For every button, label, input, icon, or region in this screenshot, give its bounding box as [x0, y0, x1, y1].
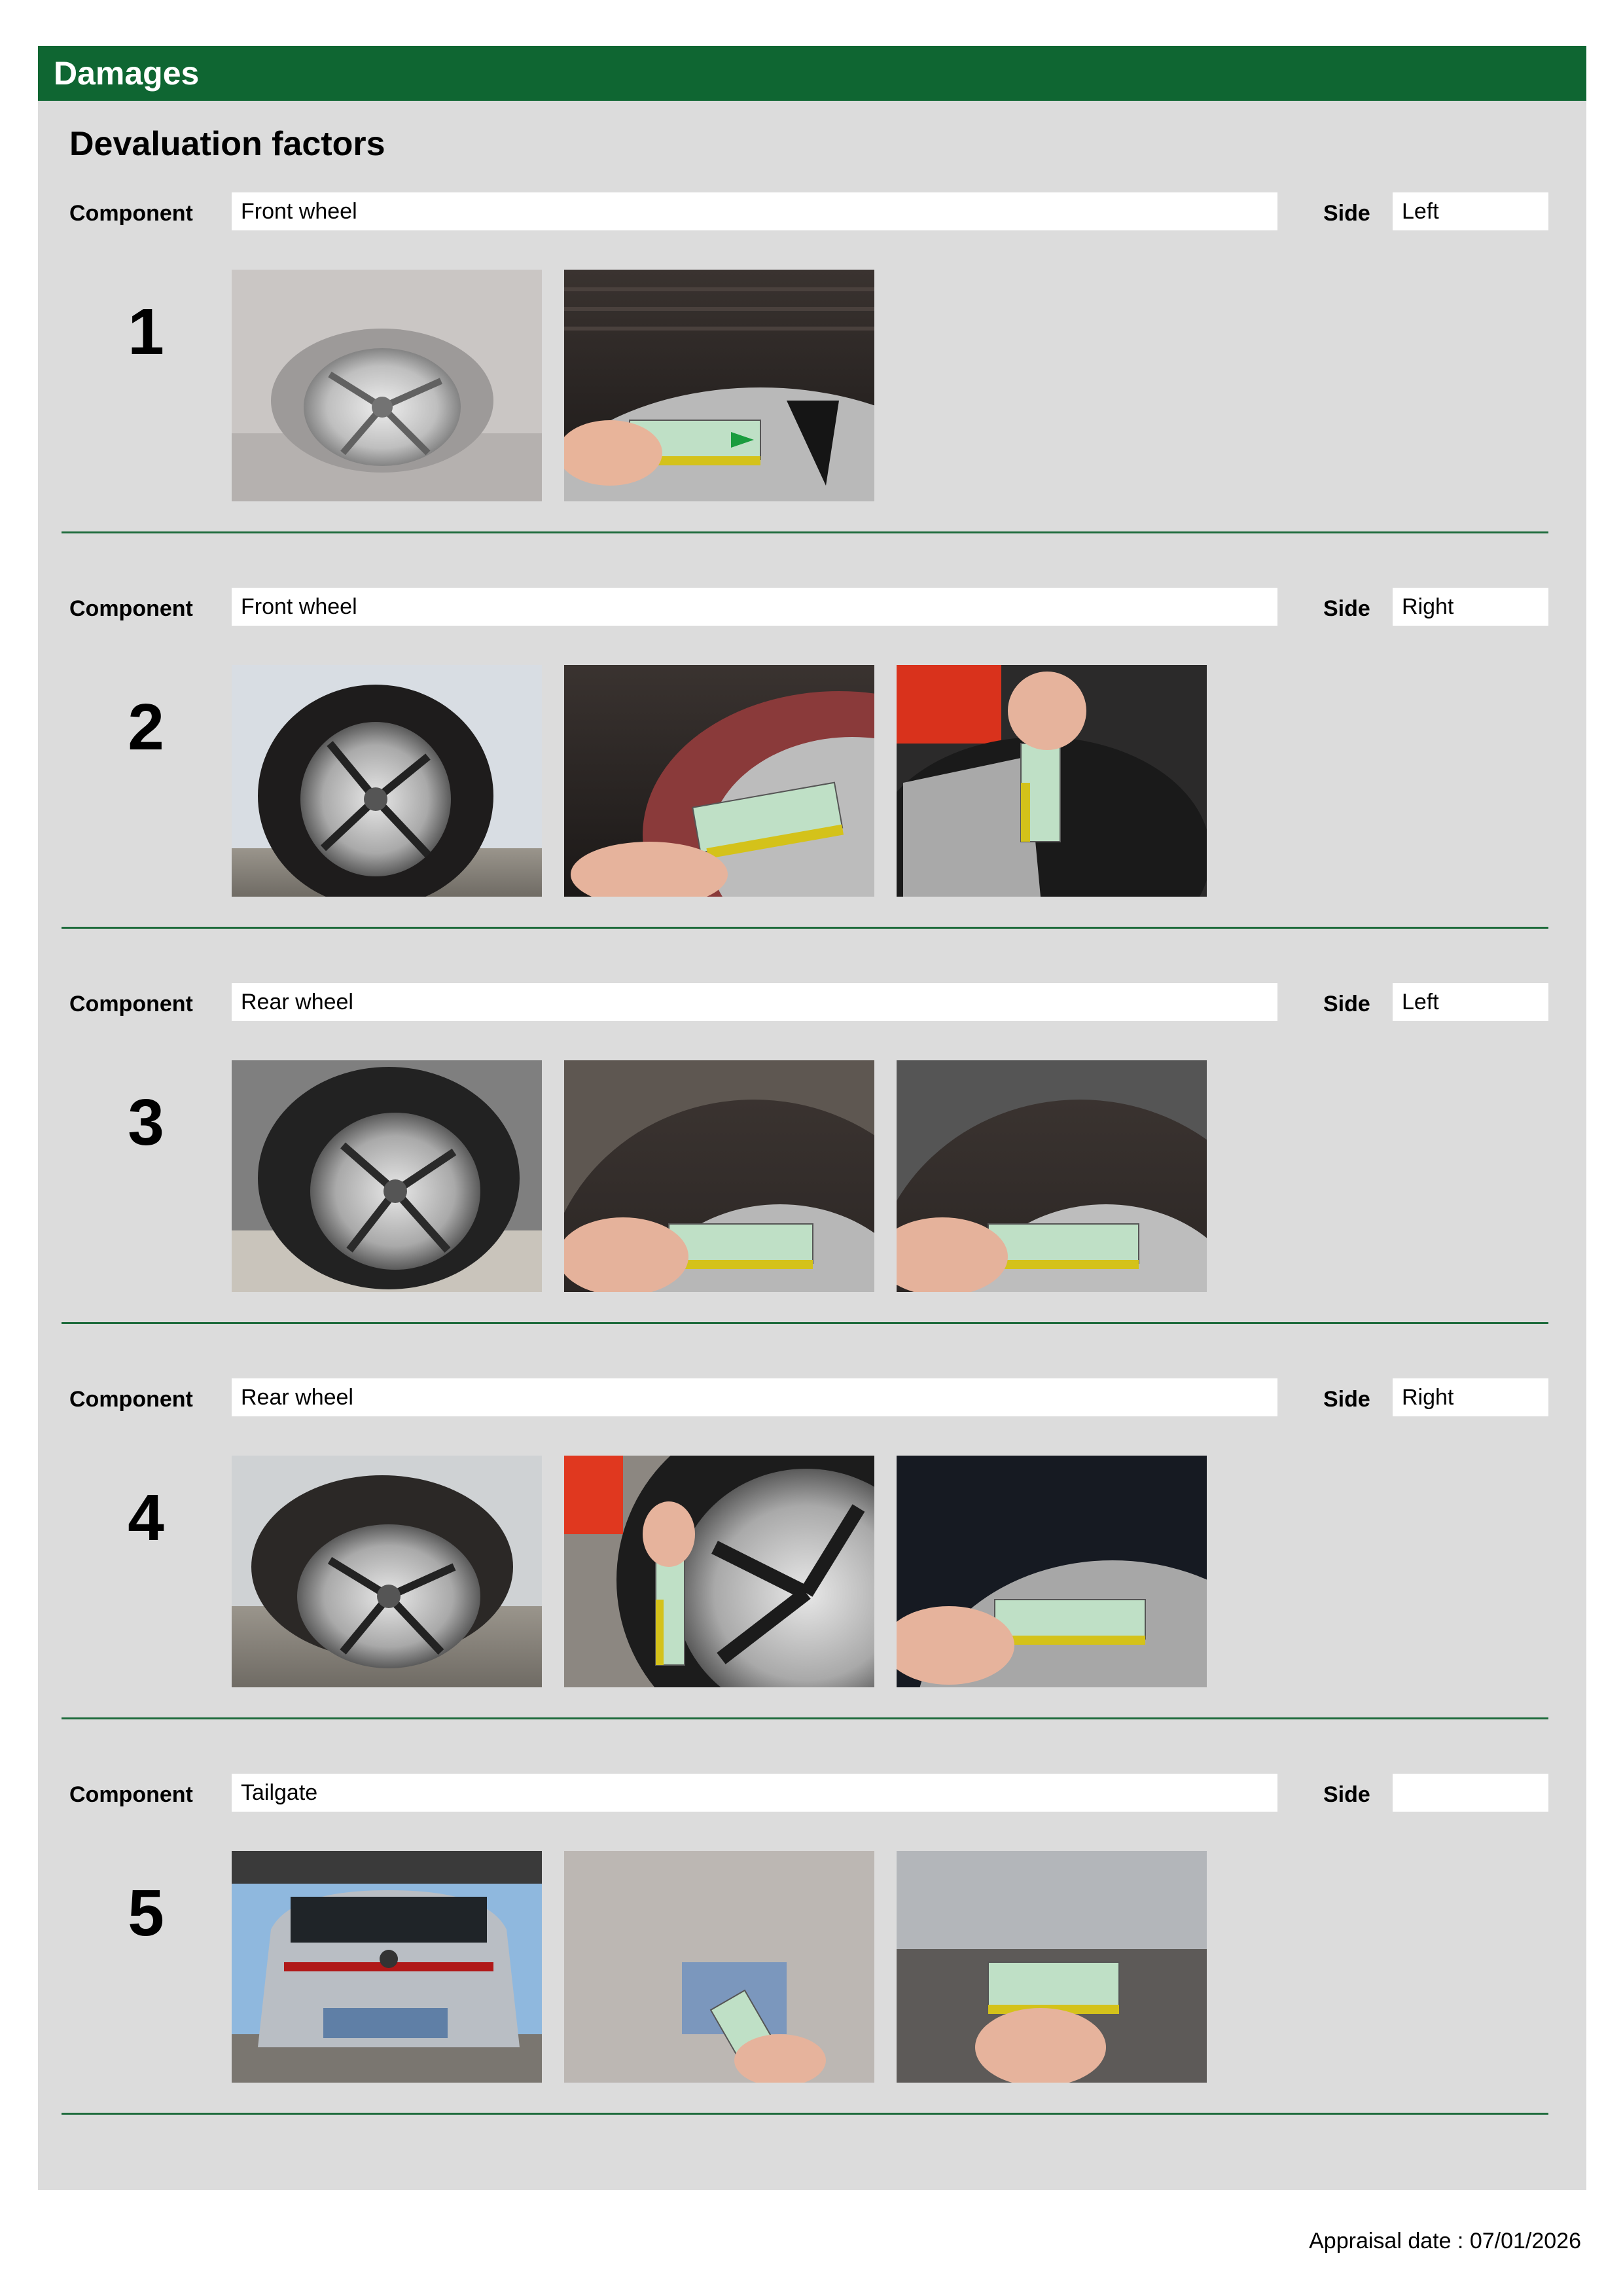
side-field: Right	[1393, 588, 1548, 626]
tread-depth-gauge-photo	[564, 270, 874, 501]
side-field: Right	[1393, 1378, 1548, 1416]
component-label: Component	[69, 596, 193, 621]
damage-entry	[38, 1774, 1586, 2169]
wheel-overview-photo	[232, 1060, 542, 1292]
wheel-overview-photo	[232, 270, 542, 501]
tread-depth-gauge-photo	[564, 1456, 874, 1687]
vehicle-rear-photo	[232, 1851, 542, 2083]
damage-entry	[38, 588, 1586, 983]
damage-entry	[38, 192, 1586, 588]
tailgate-scratch-gauge-photo	[897, 1851, 1207, 2083]
entry-divider	[62, 927, 1548, 929]
entry-number: 4	[128, 1481, 164, 1554]
damage-entry	[38, 1378, 1586, 1774]
component-label: Component	[69, 1387, 193, 1412]
side-label: Side	[1323, 1387, 1370, 1412]
side-label: Side	[1323, 596, 1370, 621]
tread-depth-gauge-photo	[897, 1060, 1207, 1292]
entry-divider	[62, 1322, 1548, 1324]
side-field: Left	[1393, 983, 1548, 1021]
entry-divider	[62, 1717, 1548, 1719]
tread-depth-gauge-photo	[897, 1456, 1207, 1687]
tailgate-scratch-gauge-photo	[564, 1851, 874, 2083]
component-field: Rear wheel	[232, 983, 1277, 1021]
component-field: Tailgate	[232, 1774, 1277, 1812]
component-field: Rear wheel	[232, 1378, 1277, 1416]
entry-divider	[62, 2113, 1548, 2115]
component-field: Front wheel	[232, 192, 1277, 230]
tread-depth-gauge-photo	[564, 1060, 874, 1292]
entry-number: 5	[128, 1876, 164, 1950]
entry-number: 2	[128, 691, 164, 764]
side-label: Side	[1323, 201, 1370, 226]
tread-depth-gauge-photo	[564, 665, 874, 897]
tread-depth-gauge-photo	[897, 665, 1207, 897]
damages-panel	[38, 46, 1586, 2190]
side-label: Side	[1323, 992, 1370, 1016]
side-field: Left	[1393, 192, 1548, 230]
side-label: Side	[1323, 1782, 1370, 1807]
damage-entry	[38, 983, 1586, 1378]
component-label: Component	[69, 992, 193, 1016]
wheel-overview-photo	[232, 665, 542, 897]
section-title: Damages	[54, 55, 200, 92]
subtitle: Devaluation factors	[69, 125, 385, 163]
entry-divider	[62, 531, 1548, 533]
wheel-overview-photo	[232, 1456, 542, 1687]
component-label: Component	[69, 1782, 193, 1807]
appraisal-date: Appraisal date : 07/01/2026	[1309, 2229, 1581, 2253]
entry-number: 3	[128, 1086, 164, 1159]
component-label: Component	[69, 201, 193, 226]
side-field	[1393, 1774, 1548, 1812]
component-field: Front wheel	[232, 588, 1277, 626]
section-banner	[38, 46, 1586, 101]
entry-number: 1	[128, 295, 164, 368]
